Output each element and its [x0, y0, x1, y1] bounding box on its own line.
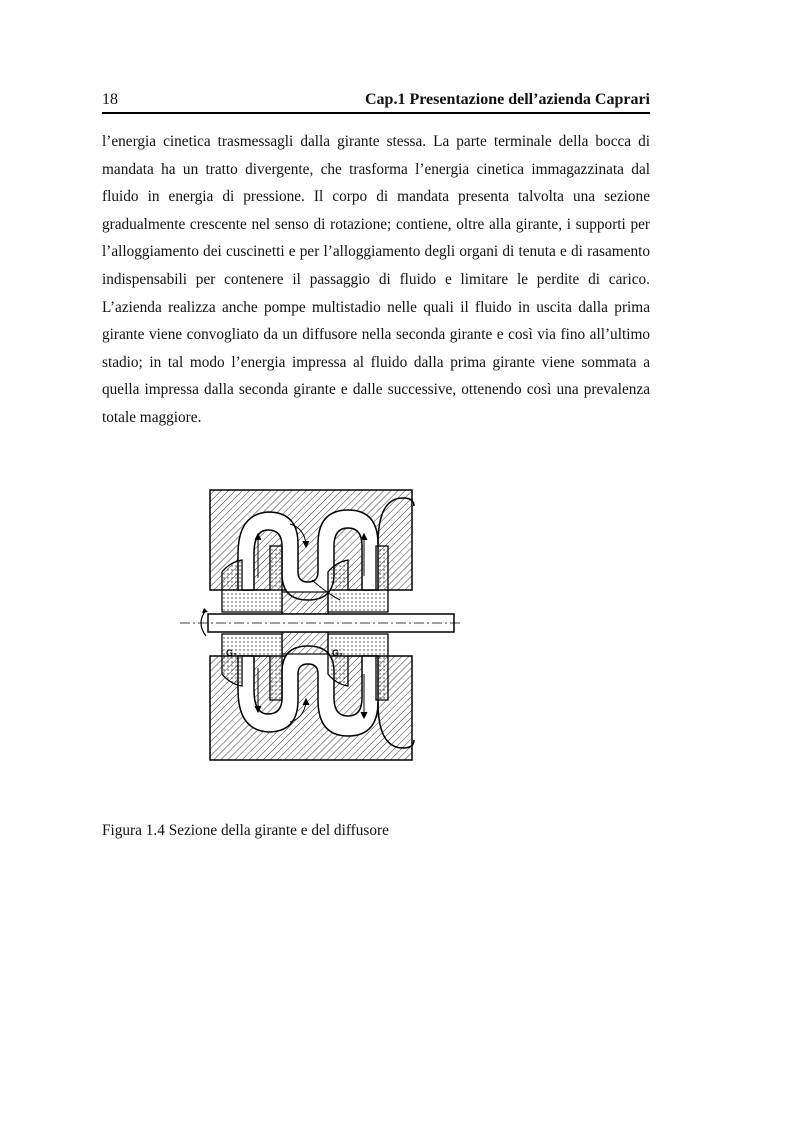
- figure-caption: Figura 1.4 Sezione della girante e del diffusore: [102, 822, 389, 839]
- page-number: 18: [102, 91, 118, 108]
- pump-section-drawing: [178, 484, 468, 766]
- pump-section-figure: [178, 484, 468, 766]
- impeller-label-2: G₂: [332, 648, 343, 658]
- body-paragraph: l’energia cinetica trasmessagli dalla girante stessa. La parte terminale della bocca di mandata ha un tratto divergente, che trasforma l’energia cinetica immagazzinata dal fluido in energia di pressione. Il corpo di mandata presenta talvolta una sezione gradualmente crescente nel senso di rotazione; contiene, oltre alla girante, i supporti per l’alloggiamento dei cuscinetti e per l’alloggiamento degli organi di tenuta e di rasamento indispensabili per contenere il passaggio di fluido e limitare le perdite di carico. L’azienda realizza anche pompe multistadio nelle quali il fluido in uscita dalla prima girante viene convogliato da un diffusore nella seconda girante e così via fino all’ultimo stadio; in tal modo l’energia impressa al fluido dalla prima girante viene sommata a quella impressa dalla seconda girante e dalle successive, ottenendo così una prevalenza totale maggiore.: [102, 133, 650, 426]
- impeller-label-1: G₁: [226, 648, 237, 658]
- diffuser-upper: [282, 592, 328, 614]
- page-header: [102, 88, 650, 114]
- chapter-title: Cap.1 Presentazione dell’azienda Caprari: [364, 91, 650, 108]
- diffuser-lower: [282, 632, 328, 654]
